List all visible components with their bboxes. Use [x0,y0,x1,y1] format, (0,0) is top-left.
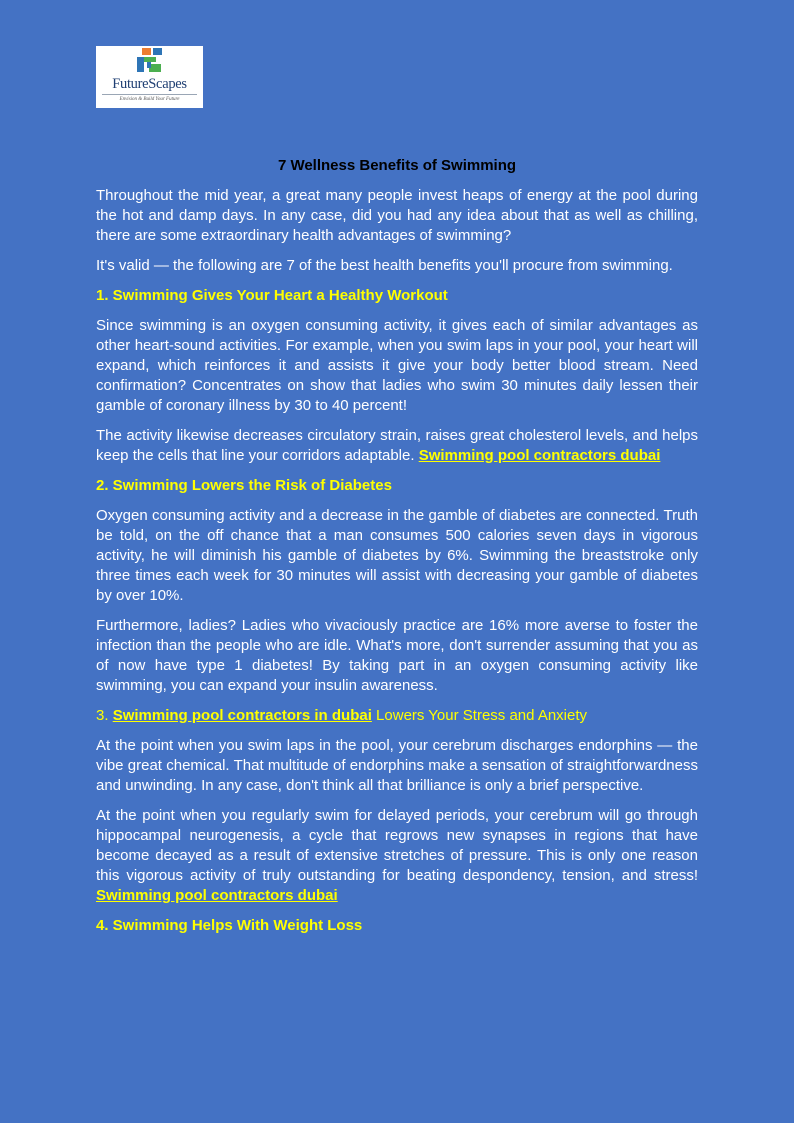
article-body [96,156,698,946]
section-1-paragraph-2-text: The activity likewise decreases circulatory strain, raises great cholesterol levels, and helps keep the cells that line your corridors adaptable. [96,427,698,464]
article-title: 7 Wellness Benefits of Swimming [277,157,517,174]
section-3-paragraph-2-text: At the point when you regularly swim for delayed periods, your cerebrum will go through hippocampal neurogenesis, a cycle that regrows new synapses in regions that have become decayed as a result of extensive stretches of pressure. This is only one reason this vigorous activity of truly outstanding for beating despondency, tension, and stress! [96,807,698,884]
logo-tagline: Envision & Build Your Future [119,97,180,102]
intro-paragraph-2: It's valid — the following are 7 of the best health benefits you'll procure from swimming. [96,257,673,274]
section-1-heading: 1. Swimming Gives Your Heart a Healthy Workout [96,287,448,304]
swimming-pool-contractors-in-dubai-link[interactable]: Swimming pool contractors in dubai [112,707,372,724]
section-4-heading: 4. Swimming Helps With Weight Loss [96,917,363,934]
section-2-paragraph-1: Oxygen consuming activity and a decrease in the gamble of diabetes are connected. Truth be told, on the off chance that a man consumes 500 calories seven days in vigorous activity, he will diminish his gamble of diabetes by 6%. Swimming the breaststroke only three times each week for 30 minutes will assist with decreasing your gamble of diabetes by over 10%. [96,507,698,604]
section-3-paragraph-2 [96,806,698,906]
intro-paragraph-1: Throughout the mid year, a great many people invest heaps of energy at the pool during the hot and damp days. In any case, did you had any idea about that as well as chilling, there are some extraordinary health advantages of swimming? [96,187,698,244]
section-3-heading [96,706,698,726]
futurescapes-logo-mark-icon [134,48,164,76]
section-1-paragraph-2 [96,426,698,466]
section-2-paragraph-2: Furthermore, ladies? Ladies who vivaciously practice are 16% more averse to foster the infection than the people who are idle. What's more, don't surrender assuming that you as of now have type 1 diabetes! By taking part in an oxygen consuming activity like swimming, you can expand your insulin awareness. [96,617,698,694]
futurescapes-logo [96,46,203,108]
logo-divider [102,94,197,95]
swimming-pool-contractors-link-1[interactable]: Swimming pool contractors dubai [418,447,661,464]
section-2-heading: 2. Swimming Lowers the Risk of Diabetes [96,477,392,494]
swimming-pool-contractors-link-2[interactable]: Swimming pool contractors dubai [96,887,338,904]
logo-brand-text: FutureScapes [112,76,187,92]
section-1-paragraph-1: Since swimming is an oxygen consuming activity, it gives each of similar advantages as other heart-sound activities. For example, when you swim laps in your pool, your heart will expand, which reinforces it and assists it give your body better blood stream. Need confirmation? Concentrates on show that ladies who swim 30 minutes daily lessen their gamble of coronary illness by 30 to 40 percent! [96,317,698,414]
section-3-number: 3. [96,707,109,724]
section-3-paragraph-1: At the point when you swim laps in the pool, your cerebrum discharges endorphins — the vibe great chemical. That multitude of endorphins make a sensation of straightforwardness and unwinding. In any case, don't think all that brilliance is only a brief perspective. [96,737,698,794]
section-3-heading-rest: Lowers Your Stress and Anxiety [376,707,588,724]
